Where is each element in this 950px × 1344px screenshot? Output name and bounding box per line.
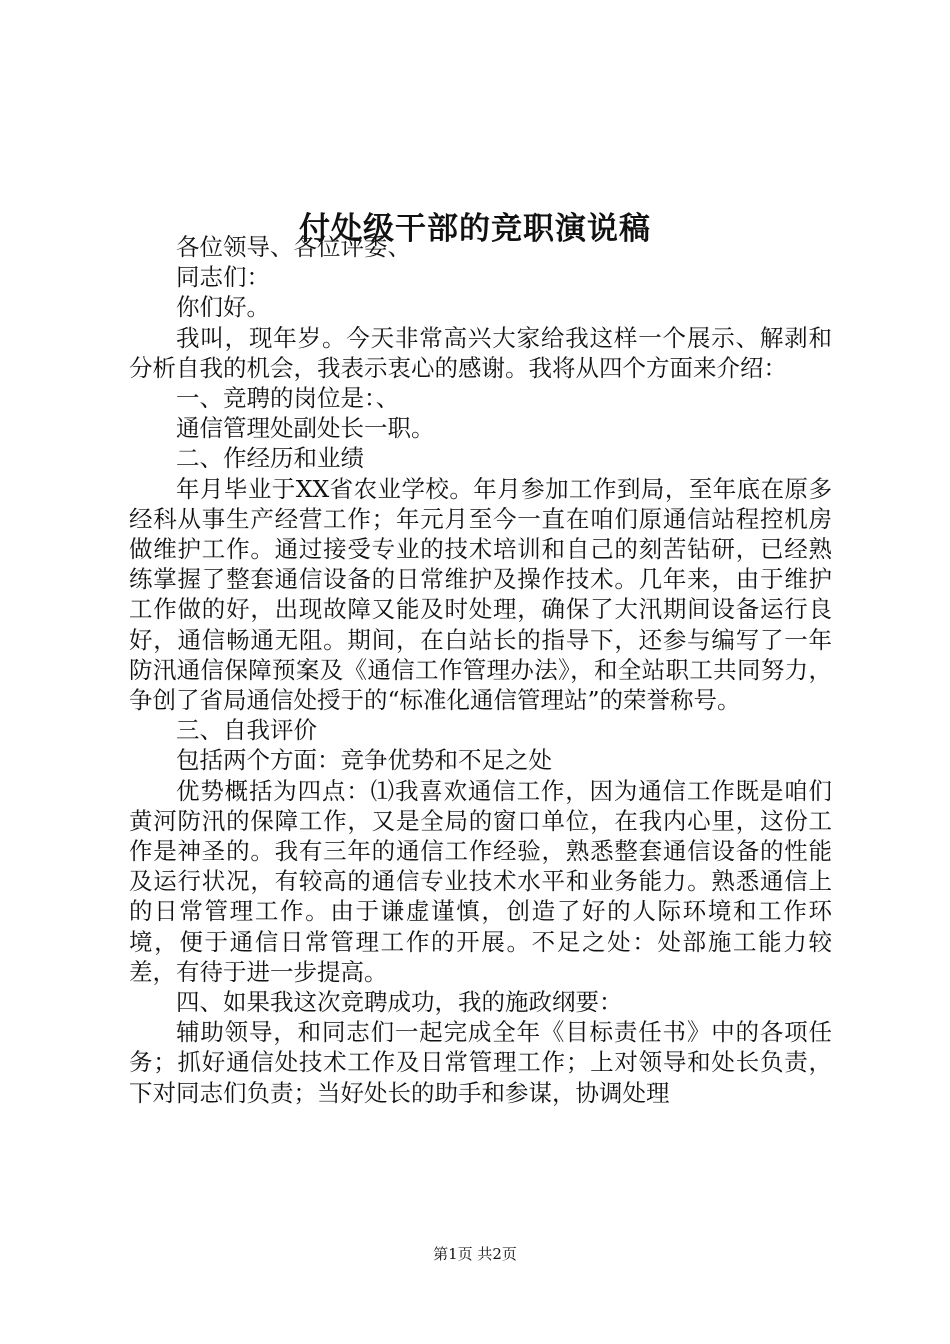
paragraph: 一、竞聘的岗位是：、: [176, 384, 400, 413]
paragraph: 通信管理处副处长一职。: [176, 414, 435, 443]
paragraph: 各位领导、各位评委、: [176, 233, 411, 261]
document-title: 付处级干部的竞职演说稿: [299, 210, 651, 247]
paragraph: 四、如果我这次竞聘成功，我的施政纲要：: [176, 988, 623, 1017]
paragraph: 我叫，现年岁。今天非常高兴大家给我这样一个展示、解剥和分析自我的机会，我表示衷心的感谢。我将从四个方面来介绍：: [129, 323, 832, 382]
paragraph: 同志们：: [176, 263, 270, 292]
paragraph: 三、自我评价: [176, 716, 317, 745]
paragraph: 包括两个方面：竞争优势和不足之处: [176, 746, 552, 775]
document-body: [129, 232, 832, 1108]
paragraph: 辅助领导，和同志们一起完成全年《目标责任书》中的各项任务；抓好通信处技术工作及日常管理工作；上对领导和处长负责，下对同志们负责；当好处长的助手和参谋，协调处理: [129, 1018, 832, 1107]
paragraph: 优势概括为四点：⑴我喜欢通信工作，因为通信工作既是咱们黄河防汛的保障工作，又是全局的窗口单位，在我内心里，这份工作是神圣的。我有三年的通信工作经验，熟悉整套通信设备的性能及运行状况，有较高的通信专业技术水平和业务能力。熟悉通信上的日常管理工作。由于谦虚谨慎，创造了好的人际环境和工作环境，便于通信日常管理工作的开展。不足之处：处部施工能力较差，有待于进一步提高。: [129, 776, 832, 986]
paragraph: 年月毕业于XX省农业学校。年月参加工作到局，至年底在原多经科从事生产经营工作；年元月至今一直在咱们原通信站程控机房做维护工作。通过接受专业的技术培训和自己的刻苦钻研，已经熟练掌握了整套通信设备的日常维护及操作技术。几年来，由于维护工作做的好，出现故障又能及时处理，确保了大汛期间设备运行良好，通信畅通无阻。期间，在白站长的指导下，还参与编写了一年防汛通信保障预案及《通信工作管理办法》，和全站职工共同努力，争创了省局通信处授于的“标准化通信管理站”的荣誉称号。: [129, 474, 832, 715]
paragraph: 你们好。: [176, 293, 270, 322]
page-number-footer: 第1页 共2页: [433, 1245, 517, 1263]
paragraph: 二、作经历和业绩: [176, 444, 364, 473]
